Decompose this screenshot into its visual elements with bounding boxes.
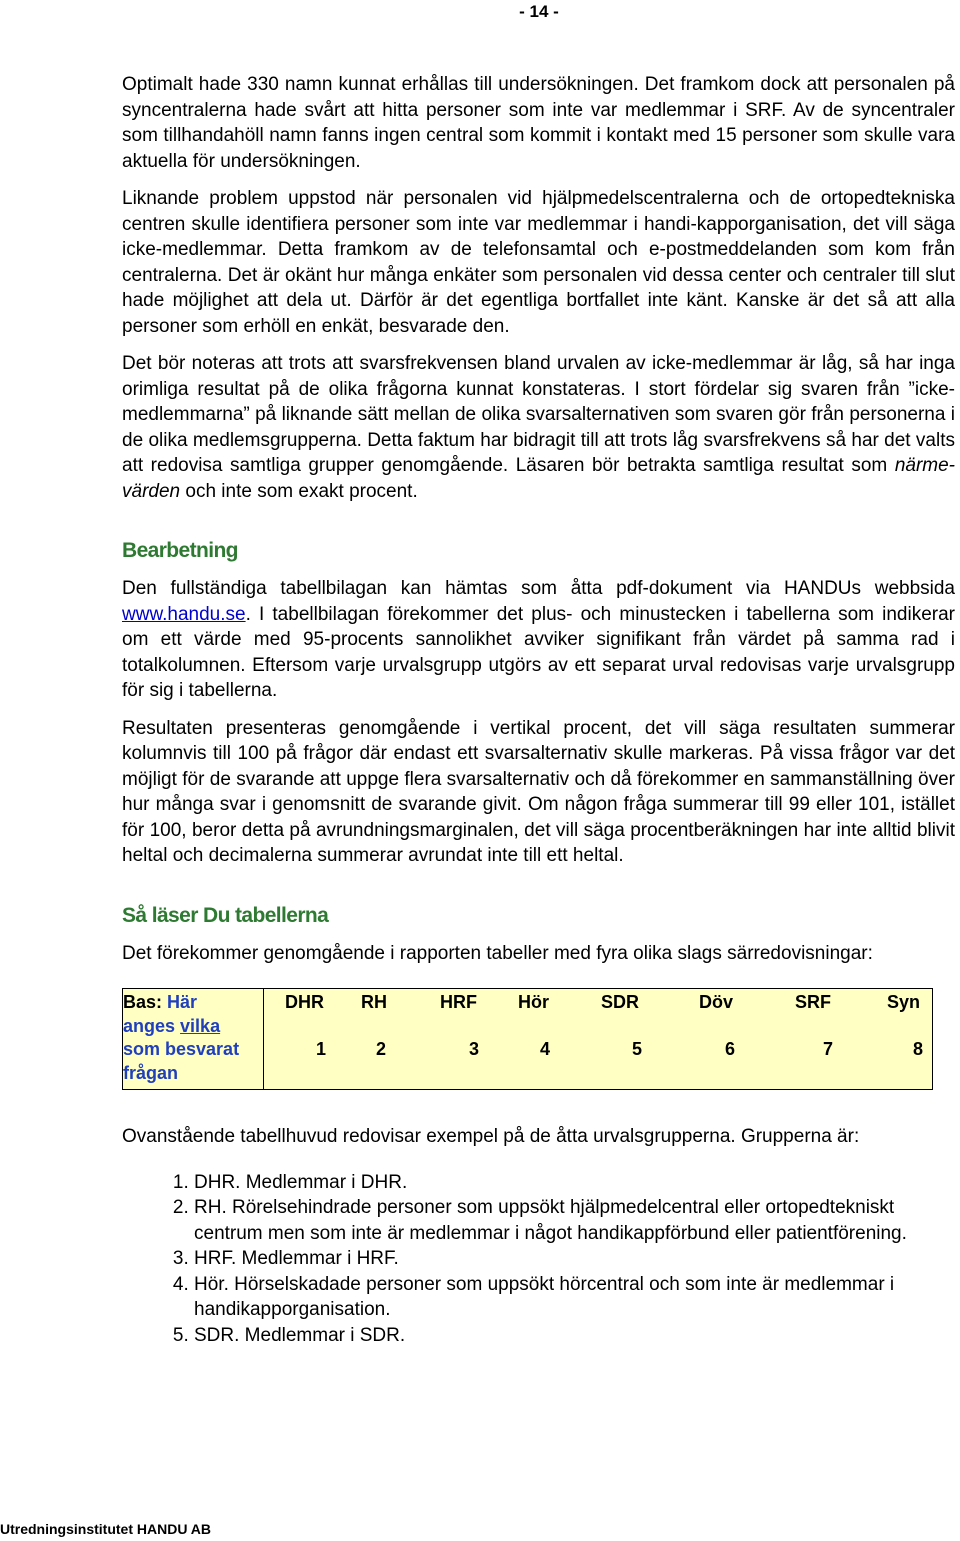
group-label: SDR <box>601 992 640 1012</box>
document-body <box>122 72 955 1348</box>
paragraph-tabellbilaga <box>122 576 955 704</box>
group-number: 2 <box>376 1039 387 1059</box>
paragraph-liknande: Liknande problem uppstod när personalen vid hjälpmedelscentralerna och de ortopedtekniska centren skulle identifiera personer som inte var medlemmar i handi-kapporganisation, det vill säga icke-medlemmar. Detta framkom av de telefonsamtal och e-postmeddelanden som kom från centralerna. Det är okänt hur många enkäter som personalen vid dessa center och centraler till slut hade möjlighet att dela ut. Därför är det egentliga bortfallet inte känt. Kanske är det så att alla personer som erhöll en enkät, besvarade den. <box>122 188 955 337</box>
footer-organisation: Utredningsinstitutet HANDU AB <box>0 1521 212 1537</box>
handu-link[interactable]: www.handu.se <box>122 603 246 625</box>
group-number: 8 <box>913 1039 924 1059</box>
paragraph-noteras-end: och inte som exakt procent. <box>180 480 418 502</box>
heading-bearbetning: Bearbetning <box>122 539 238 562</box>
group-list <box>122 1170 955 1349</box>
group-number: 4 <box>540 1039 551 1059</box>
paragraph-forekommer: Det förekommer genomgående i rapporten tabeller med fyra olika slags särredovisningar: <box>122 942 873 964</box>
group-number: 6 <box>725 1039 736 1059</box>
group-label: DHR <box>285 992 324 1012</box>
group-label: Döv <box>699 992 734 1012</box>
paragraph-tabellbilaga-end: . I tabellbilagan förekommer det plus- och minustecken i tabellerna som indikerar om ett värde med 95-procents sannolikhet avviker signifikant från värdet på samma rad i totalkolumnen. Eftersom varje urvalsgrupp utgörs av ett separat urval redovisas varje urvalsgrupp för sig i tabellerna. <box>122 603 955 701</box>
heading-sa-laser-du-tabellerna: Så läser Du tabellerna <box>122 903 329 927</box>
group-number: 3 <box>469 1039 480 1059</box>
bas-word-har: Här <box>167 992 198 1012</box>
group-label: Syn <box>887 992 921 1012</box>
paragraph-resultaten: Resultaten presenteras genomgående i vertikal procent, det vill säga resultaten summerar kolumnvis till 100 på frågor där endast ett svarsalternativ skulle markeras. På vissa frågor var det möjligt för de svarande att uppge flera svarsalternativ och då förekommer en sammanställning över hur många svar i genomsnitt de svarande givit. Om någon fråga summerar till 99 eller 101, istället för 100, beror detta på avrundningsmarginalen, det vill säga procentberäkningen har inte alltid blivit heltal och decimalerna summerar avrundat inte till ett heltal. <box>122 717 955 866</box>
bas-word-anges: anges <box>123 1015 176 1036</box>
list-item: 4. Hör. Hörselskadade personer som uppsökt hörcentral och som inte är medlemmar i handikapporganisation. <box>194 1272 955 1323</box>
bas-word-fragan: frågan <box>123 1062 179 1083</box>
bas-word-vilka: vilka <box>180 1015 221 1036</box>
bas-word-som-besvarat: som besvarat <box>123 1039 240 1059</box>
groups-cell <box>264 989 933 1090</box>
list-item: 2. RH. Rörelsehindrade personer som uppsökt hjälpmedelcentral eller ortopedtekniskt centrum men som inte är medlemmar i något handikappförbund eller patientförening. <box>194 1195 955 1246</box>
italic-narmevarden: närmevärden <box>122 455 955 502</box>
paragraph-ovanstaende: Ovanstående tabellhuvud redovisar exempel på de åtta urvalsgrupperna. Grupperna är: <box>122 1126 860 1147</box>
group-label: HRF <box>440 992 477 1012</box>
paragraph-noteras-main: Det bör noteras att trots att svarsfrekvensen bland urvalen av icke-medlemmar är låg, så har inga orimliga resultat på de olika frågorna kunnat konstateras. I stort fördelar sig svaren från ”icke-medlemmarna” på liknande sätt mellan de olika svarsalternativen som svaren gör från personerna i de olika medlemsgrupperna. Detta faktum har bidragit till att trots låg svarsfrekvens så har det valts att redovisa samtliga grupper genomgående. Läsaren bör betrakta samtliga resultat som <box>122 353 955 476</box>
group-label: RH <box>361 992 387 1012</box>
list-item: 5. SDR. Medlemmar i SDR. <box>194 1323 955 1349</box>
group-number: 1 <box>316 1039 327 1059</box>
bas-label: Bas: <box>123 992 163 1012</box>
group-label: SRF <box>795 992 831 1012</box>
list-item: 3. HRF. Medlemmar i HRF. <box>194 1246 955 1272</box>
paragraph-optimalt: Optimalt hade 330 namn kunnat erhållas till undersökningen. Det framkom dock att personalen på syncentralerna hade svårt att hitta personer som inte var medlemmar i SRF. Av de syncentraler som tillhandahöll namn fanns ingen central som kommit i kontakt med 15 personer som skulle vara aktuella för undersökningen. <box>122 74 955 172</box>
paragraph-tabellbilaga-start: Den fullständiga tabellbilagan kan hämtas som åtta pdf-dokument via HANDUs webbsida <box>122 578 955 599</box>
group-number: 7 <box>823 1039 834 1059</box>
example-table-header <box>122 988 933 1090</box>
list-item: 1. DHR. Medlemmar i DHR. <box>194 1170 955 1196</box>
paragraph-noteras <box>122 351 955 504</box>
group-label: Hör <box>518 992 549 1012</box>
group-number: 5 <box>632 1039 643 1059</box>
bas-cell <box>123 989 264 1090</box>
page-number: - 14 - <box>519 2 559 21</box>
